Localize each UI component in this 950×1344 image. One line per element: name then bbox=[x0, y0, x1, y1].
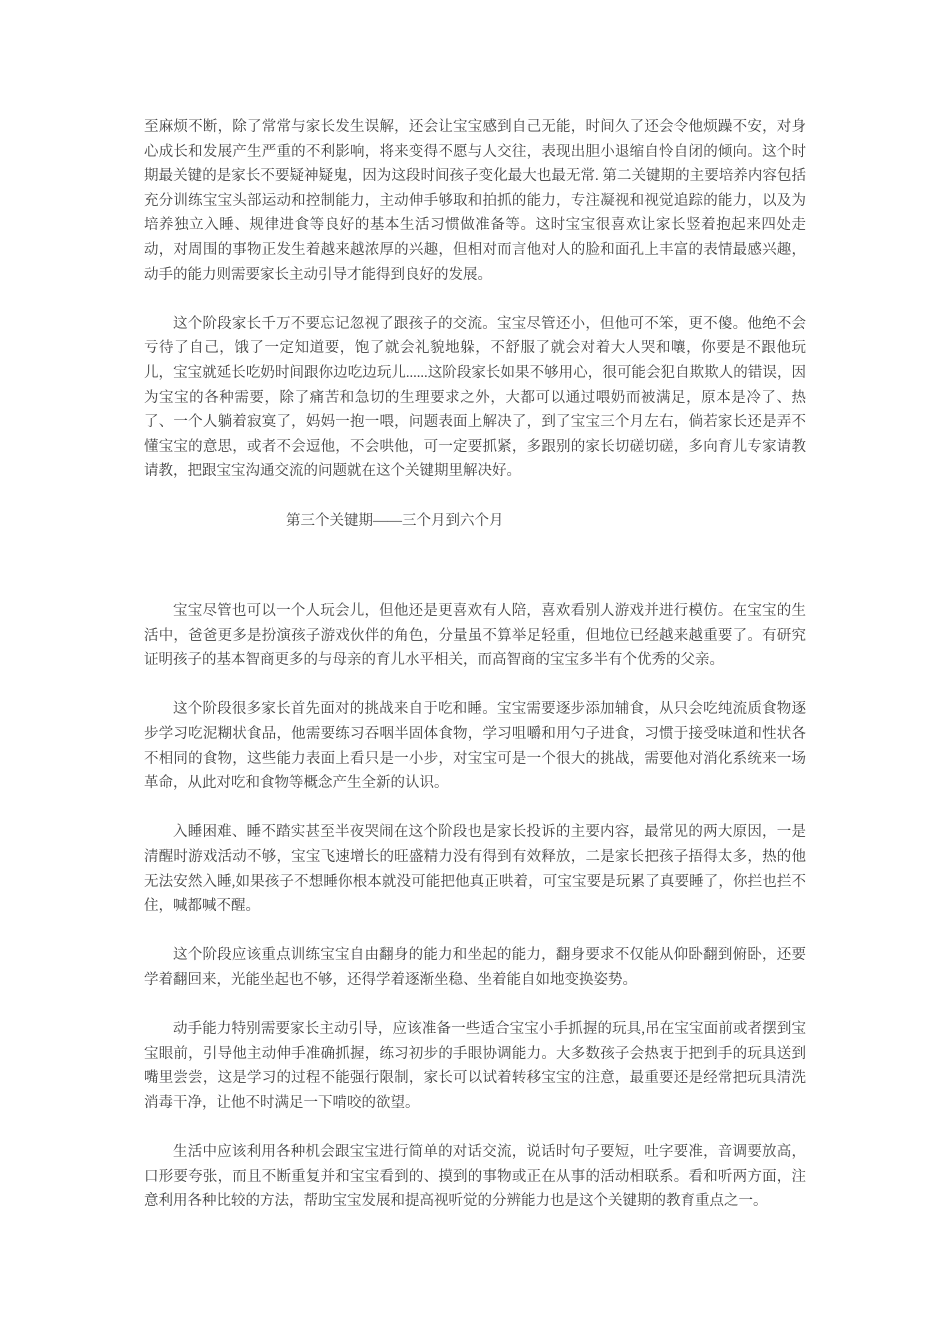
paragraph-hand-skills: 动手能力特别需要家长主动引导，应该准备一些适合宝宝小手抓握的玩具,吊在宝宝面前或者摆到宝宝眼前，引导他主动伸手准确抓握，练习初步的手眼协调能力。大多数孩子会热衷于把到手的玩具送到嘴里尝尝，这是学习的过程不能强行限制，家长可以试着转移宝宝的注意，最重要还是经常把玩具清洗消毒干净，让他不时满足一下啃咬的欲望。 bbox=[144, 1021, 806, 1111]
paragraph-sleep-trouble: 入睡困难、睡不踏实甚至半夜哭闹在这个阶段也是家长投诉的主要内容，最常见的两大原因，一是清醒时游戏活动不够，宝宝飞速增长的旺盛精力没有得到有效释放，二是家长把孩子捂得太多，热的他无法安然入睡,如果孩子不想睡你根本就没可能把他真正哄着，可宝宝要是玩累了真要睡了，你拦也拦不住，喊都喊不醒。 bbox=[144, 824, 806, 915]
paragraph-rolling-sitting: 这个阶段应该重点训练宝宝自由翻身的能力和坐起的能力，翻身要求不仅能从仰卧翻到俯卧，还要学着翻回来，光能坐起也不够，还得学着逐渐坐稳、坐着能自如地变换姿势。 bbox=[144, 947, 806, 988]
paragraph-eating-challenge: 这个阶段很多家长首先面对的挑战来自于吃和睡。宝宝需要逐步添加辅食，从只会吃纯流质食物逐步学习吃泥糊状食品，他需要练习吞咽半固体食物，学习咀嚼和用勺子进食，习惯于接受味道和性状各不相同的食物，这些能力表面上看只是一小步，对宝宝可是一个很大的挑战，需要他对消化系统来一场革命，从此对吃和食物等概念产生全新的认识。 bbox=[144, 701, 806, 792]
paragraph-play-companion: 宝宝尽管也可以一个人玩会儿，但他还是更喜欢有人陪，喜欢看别人游戏并进行模仿。在宝宝的生活中，爸爸更多是扮演孩子游戏伙伴的角色，分量虽不算举足轻重，但地位已经越来越重要了。有研究证明孩子的基本智商更多的与母亲的育儿水平相关，而高智商的宝宝多半有个优秀的父亲。 bbox=[144, 603, 806, 669]
paragraph-communication: 这个阶段家长千万不要忘记忽视了跟孩子的交流。宝宝尽管还小，但他可不笨，更不傻。他绝不会亏待了自己，饿了一定知道要，饱了就会礼貌地躲，不舒服了就会对着大人哭和嚷，你要是不跟他玩儿，宝宝就延长吃奶时间跟你边吃边玩儿......这阶段家长如果不够用心，很可能会犯自欺欺人的错误，因为宝宝的各种需要，除了痛苦和急切的生理要求之外，大都可以通过喂奶而被满足，原本是冷了、热了、一个人躺着寂寞了，妈妈一抱一喂，问题表面上解决了，到了宝宝三个月左右，倘若家长还是弄不懂宝宝的意思，或者不会逗他，不会哄他，可一定要抓紧，多跟别的家长切磋切磋，多向育儿专家请教请教，把跟宝宝沟通交流的问题就在这个关键期里解决好。 bbox=[144, 315, 806, 480]
paragraph-dialogue-training: 生活中应该利用各种机会跟宝宝进行简单的对话交流，说话时句子要短，吐字要准，音调要放高，口形要夸张，而且不断重复并和宝宝看到的、摸到的事物或正在从事的活动相联系。看和听两方面，注意利用各种比较的方法，帮助宝宝发展和提高视听觉的分辨能力也是这个关键期的教育重点之一。 bbox=[144, 1144, 806, 1210]
section-heading-third-key-period: 第三个关键期——三个月到六个月 bbox=[286, 512, 504, 529]
paragraph-continuation: 至麻烦不断，除了常常与家长发生误解，还会让宝宝感到自己无能，时间久了还会令他烦躁不安，对身心成长和发展产生严重的不利影响，将来变得不愿与人交往，表现出胆小退缩自怜自闭的倾向。这个时期最关键的是家长不要疑神疑鬼，因为这段时间孩子变化最大也最无常. 第二关键期的主要培养内容包括充分训练宝宝头部运动和控制能力，主动伸手够取和拍抓的能力，专注凝视和视觉追踪的能力，以及为培养独立入睡、规律进食等良好的基本生活习惯做准备等。这时宝宝很喜欢让家长竖着抱起来四处走动，对周围的事物正发生着越来越浓厚的兴趣，但相对而言他对人的脸和面孔上丰富的表情最感兴趣，动手的能力则需要家长主动引导才能得到良好的发展。 bbox=[144, 119, 806, 283]
